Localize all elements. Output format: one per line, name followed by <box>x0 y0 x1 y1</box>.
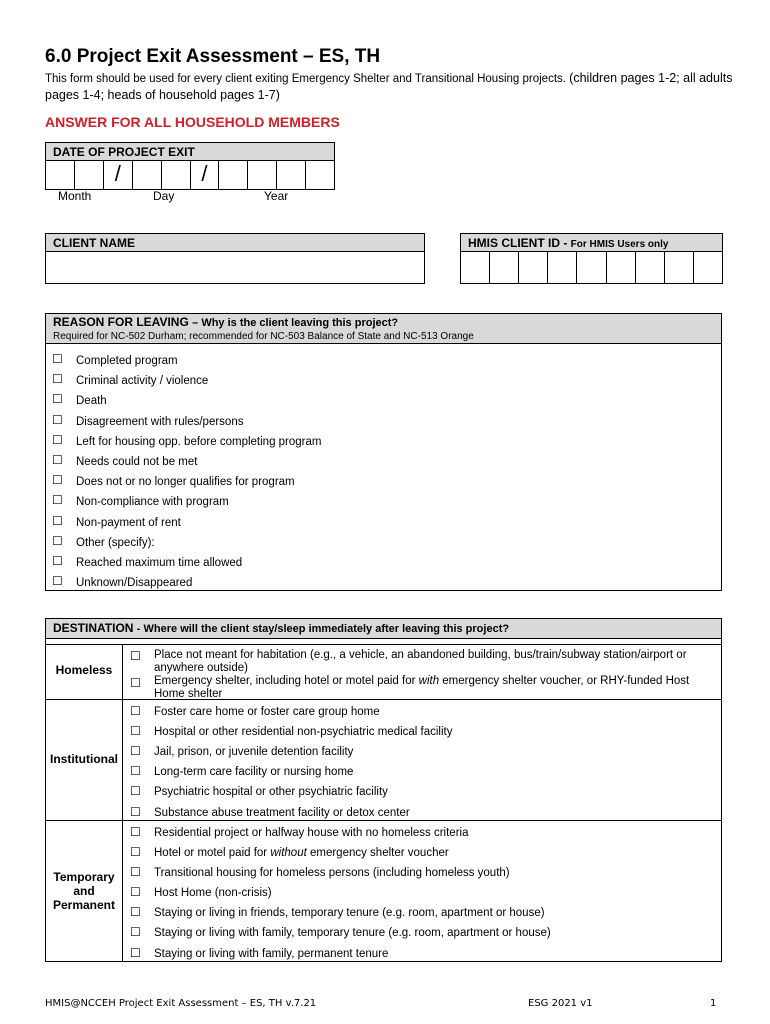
destination-option-label: Long-term care facility or nursing home <box>154 766 354 778</box>
reason-option[interactable] <box>46 512 721 532</box>
year-digit-3[interactable] <box>277 161 306 190</box>
reason-option[interactable] <box>46 572 721 592</box>
reason-option-label: Other (specify): <box>76 536 155 549</box>
checkbox-icon[interactable]: ☐ <box>130 865 141 879</box>
destination-option-label <box>154 847 720 860</box>
checkbox-icon[interactable]: ☐ <box>52 473 63 488</box>
option-emphasis: without <box>270 847 307 859</box>
destination-option-label: Hospital or other residential non-psychiatric medical facility <box>154 726 453 738</box>
destination-option-label: Foster care home or foster care group home <box>154 706 380 718</box>
reason-option-label: Needs could not be met <box>76 455 198 468</box>
footer-form-id: HMIS@NCCEH Project Exit Assessment – ES, TH v.7.21 <box>45 998 317 1009</box>
reason-option-label: Completed program <box>76 355 178 367</box>
reason-option[interactable] <box>46 532 721 552</box>
day-digit-1[interactable] <box>133 161 162 190</box>
divider <box>46 699 721 700</box>
reason-option-label: Left for housing opp. before completing program <box>76 435 322 448</box>
page-number: 1 <box>710 998 717 1009</box>
checkbox-icon[interactable]: ☐ <box>52 533 63 548</box>
client-name-input[interactable] <box>46 252 424 283</box>
checkbox-icon[interactable]: ☐ <box>52 412 63 427</box>
checkbox-icon[interactable]: ☐ <box>130 946 141 960</box>
reason-note: Required for NC-502 Durham; recommended for NC-503 Balance of State and NC-513 Orange <box>53 331 474 342</box>
divider <box>122 645 123 961</box>
hmis-id-header <box>461 234 722 252</box>
option-text: emergency shelter voucher <box>306 847 449 859</box>
reason-option[interactable] <box>46 390 721 410</box>
destination-option-label: Staying or living in friends, temporary tenure (e.g. room, apartment or house) <box>154 907 545 919</box>
checkbox-icon[interactable]: ☐ <box>130 845 141 859</box>
hmis-id-digit[interactable] <box>548 252 577 283</box>
group-label-line: Permanent <box>52 898 116 912</box>
checkbox-icon[interactable]: ☐ <box>52 493 63 508</box>
hmis-id-digit[interactable] <box>694 252 722 283</box>
destination-question: - Where will the client stay/sleep immediately after leaving this project? <box>136 623 510 635</box>
group-label-institutional: Institutional <box>50 752 118 766</box>
reason-option[interactable] <box>46 411 721 431</box>
divider <box>46 820 721 821</box>
hmis-id-cells <box>461 252 722 283</box>
reason-question: – Why is the client leaving this project? <box>192 317 399 329</box>
reason-option-label: Non-payment of rent <box>76 516 181 529</box>
year-digit-1[interactable] <box>219 161 248 190</box>
hmis-id-digit[interactable] <box>519 252 548 283</box>
year-label: Year <box>264 189 289 203</box>
destination-label: DESTINATION <box>53 621 134 635</box>
date-separator: / <box>191 161 220 190</box>
hmis-id-field <box>460 233 723 284</box>
reason-option[interactable] <box>46 491 721 511</box>
option-text: emergency shelter voucher, or RHY-funded Host Home shelter <box>154 675 690 700</box>
destination-option-label: Place not meant for habitation (e.g., a vehicle, an abandoned building, bus/train/subway station/airport or anywhere outside) <box>154 649 687 674</box>
option-emphasis: with <box>418 675 440 687</box>
destination-option-label: Transitional housing for homeless persons (including homeless youth) <box>154 867 510 879</box>
divider <box>46 644 721 645</box>
reason-for-leaving-section <box>45 313 722 591</box>
destination-option-label: Staying or living with family, permanent tenure <box>154 948 389 960</box>
group-label-homeless: Homeless <box>55 663 113 677</box>
hmis-id-digit[interactable] <box>577 252 606 283</box>
month-label: Month <box>58 189 92 203</box>
destination-header <box>46 619 721 639</box>
checkbox-icon[interactable]: ☐ <box>130 676 141 690</box>
destination-option-label: Host Home (non-crisis) <box>154 887 272 899</box>
option-text: Hotel or motel paid for <box>154 847 271 859</box>
reason-options <box>46 350 721 592</box>
footer-version: ESG 2021 v1 <box>528 998 593 1009</box>
form-instructions <box>45 70 735 104</box>
checkbox-icon[interactable]: ☐ <box>52 574 63 589</box>
group-label-temporary-permanent <box>46 870 122 912</box>
checkbox-icon[interactable]: ☐ <box>52 352 63 366</box>
hmis-id-digit[interactable] <box>607 252 636 283</box>
destination-option-label <box>154 675 720 701</box>
checkbox-icon[interactable]: ☐ <box>130 744 141 758</box>
reason-option-label: Criminal activity / violence <box>76 375 209 388</box>
checkbox-icon[interactable]: ☐ <box>52 392 63 407</box>
checkbox-icon[interactable]: ☐ <box>52 372 63 387</box>
day-label: Day <box>153 189 175 203</box>
client-name-field <box>45 233 425 284</box>
year-digit-4[interactable] <box>306 161 334 190</box>
reason-option[interactable] <box>46 431 721 451</box>
day-digit-2[interactable] <box>162 161 191 190</box>
answer-all-heading: ANSWER FOR ALL HOUSEHOLD MEMBERS <box>45 114 340 130</box>
option-text: Emergency shelter, including hotel or motel paid for <box>154 675 419 687</box>
destination-option-label: Staying or living with family, temporary tenure (e.g. room, apartment or house) <box>154 927 551 939</box>
reason-option-label: Death <box>76 395 107 408</box>
group-label-line: and <box>73 884 95 898</box>
exit-date-field <box>45 142 335 190</box>
reason-option[interactable] <box>46 552 721 572</box>
reason-option-label: Disagreement with rules/persons <box>76 415 244 428</box>
destination-option-label: Psychiatric hospital or other psychiatric facility <box>154 786 388 798</box>
group-label-line: Temporary <box>53 870 115 884</box>
reason-title <box>53 315 714 331</box>
month-digit-1[interactable] <box>46 161 75 190</box>
checkbox-icon[interactable]: ☐ <box>130 649 141 663</box>
reason-option[interactable] <box>46 451 721 471</box>
hmis-id-digit[interactable] <box>665 252 694 283</box>
checkbox-icon[interactable]: ☐ <box>130 724 141 738</box>
destination-section <box>45 618 722 962</box>
checkbox-icon[interactable]: ☐ <box>130 905 141 919</box>
form-title: 6.0 Project Exit Assessment – ES, TH <box>45 46 381 67</box>
client-name-label: CLIENT NAME <box>46 234 424 252</box>
checkbox-icon[interactable]: ☐ <box>52 432 63 447</box>
checkbox-icon[interactable]: ☐ <box>130 825 141 839</box>
instructions-pages: (children pages 1-2; all adults pages 1-4; heads of household pages 1-7) <box>45 71 733 102</box>
checkbox-icon[interactable]: ☐ <box>52 513 63 528</box>
year-digit-2[interactable] <box>248 161 277 190</box>
reason-option[interactable] <box>46 370 721 390</box>
exit-date-label: DATE OF PROJECT EXIT <box>46 143 334 161</box>
hmis-id-note: For HMIS Users only <box>570 239 669 250</box>
checkbox-icon[interactable]: ☐ <box>130 925 141 939</box>
hmis-id-digit[interactable] <box>461 252 490 283</box>
reason-label: REASON FOR LEAVING <box>53 315 189 329</box>
reason-option-label: Reached maximum time allowed <box>76 556 243 569</box>
hmis-id-label: HMIS CLIENT ID - <box>468 236 568 250</box>
checkbox-icon[interactable]: ☐ <box>130 784 141 798</box>
reason-header <box>46 314 721 344</box>
hmis-id-digit[interactable] <box>490 252 519 283</box>
checkbox-icon[interactable]: ☐ <box>52 452 63 467</box>
checkbox-icon[interactable]: ☐ <box>130 885 141 899</box>
checkbox-icon[interactable]: ☐ <box>130 704 141 718</box>
checkbox-icon[interactable]: ☐ <box>130 805 141 819</box>
reason-option[interactable] <box>46 471 721 491</box>
destination-option-label: Substance abuse treatment facility or detox center <box>154 807 410 819</box>
checkbox-icon[interactable]: ☐ <box>130 764 141 778</box>
exit-date-cells <box>46 161 334 190</box>
month-digit-2[interactable] <box>75 161 104 190</box>
reason-option-label: Non-compliance with program <box>76 496 229 509</box>
date-separator: / <box>104 161 133 190</box>
reason-option-label: Unknown/Disappeared <box>76 577 193 590</box>
reason-option[interactable] <box>46 350 721 370</box>
instructions-text: This form should be used for every client exiting Emergency Shelter and Transitional Housing projects. <box>45 73 566 85</box>
reason-option-label: Does not or no longer qualifies for program <box>76 476 295 489</box>
destination-option-label: Jail, prison, or juvenile detention facility <box>154 746 354 758</box>
checkbox-icon[interactable]: ☐ <box>52 553 63 568</box>
hmis-id-digit[interactable] <box>636 252 665 283</box>
destination-option-label: Residential project or halfway house with no homeless criteria <box>154 827 469 839</box>
